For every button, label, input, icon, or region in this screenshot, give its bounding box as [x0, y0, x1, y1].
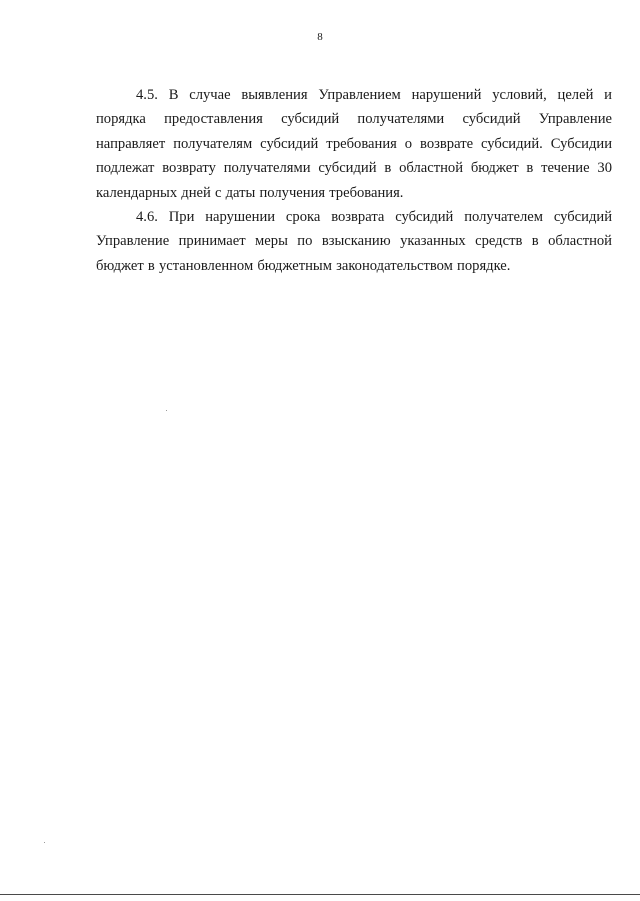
scan-speck [166, 410, 167, 411]
scan-bottom-edge [0, 894, 640, 895]
paragraph-4-6: 4.6. При нарушении срока возврата субсидий получателем субсидий Управление принимает меры по взысканию указанных средств в областной бюджет в установленном бюджетным законодательством порядке. [96, 209, 612, 274]
page-number: 8 [317, 31, 323, 43]
paragraph-4-5: 4.5. В случае выявления Управлением нарушений условий, целей и порядка предоставления субсидий получателями субсидий Управление направляет получателям субсидий требования о возврате субсидий. Субсидии подлежат возврату получателями субсидий в областной бюджет в течение 30 календарных дней с даты получения требования. [96, 87, 612, 201]
scan-speck [44, 842, 45, 843]
document-body [96, 83, 612, 278]
